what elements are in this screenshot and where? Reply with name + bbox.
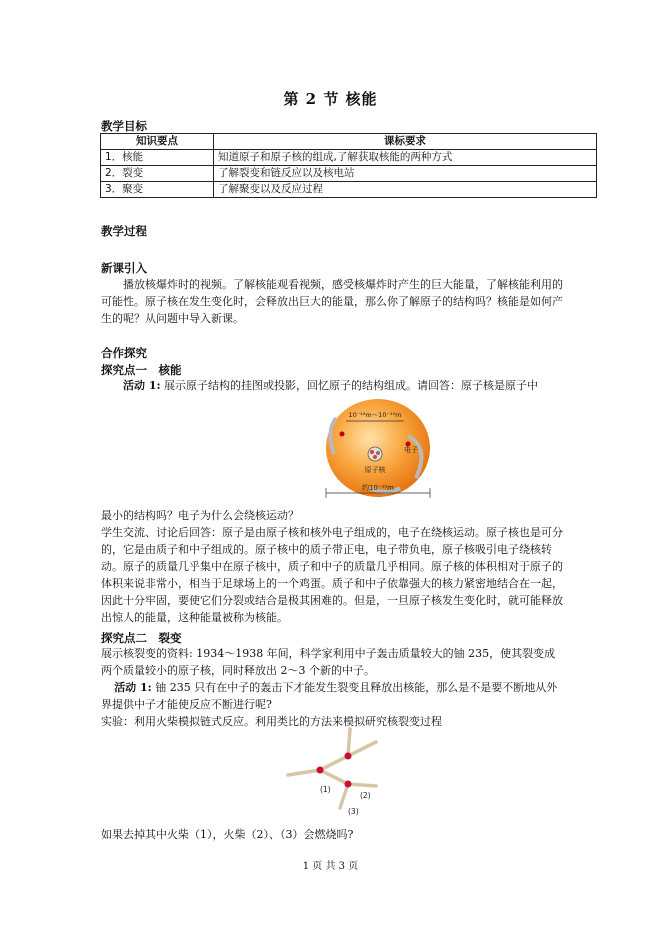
electron-dot [340,432,345,437]
match-question: 如果去掉其中火柴（1），火柴（2）、（3）会燃烧吗? [101,828,354,841]
point1-heading: 探究点一 核能 [101,363,182,377]
column-header: 知识要点 [101,134,214,150]
process-heading: 教学过程 [101,224,147,238]
match-stick [320,770,348,784]
table-cell: 1．核能 [101,150,214,166]
goals-table [100,133,597,198]
match-head [345,753,352,760]
question-continued: 最小的结构吗？电子为什么会绕核运动？ [101,509,299,522]
activity-label: 活动 1: [123,379,161,392]
explore-heading: 合作探究 [101,346,147,360]
match-chain-figure [282,718,392,822]
table-cell: 了解裂变和链反应以及核电站 [214,166,597,182]
match-label-3: (3) [348,807,359,816]
table-header-row [101,134,597,150]
activity-text: 铀 235 只有在中子的轰击下才能发生裂变且释放出核能，那么是不是要不断地从外界提供中子才能使反应不断进行呢? [101,681,558,711]
match-label-1: (1) [320,785,331,794]
table-row [101,166,597,182]
proton-dot [373,455,377,459]
table-cell: 知道原子和原子核的组成,了解获取核能的两种方式 [214,150,597,166]
intro-text: 播放核爆炸时的视频。了解核能观看视频，感受核爆炸时产生的巨大能量，了解核能利用的可能性。原子核在发生变化时，会释放出巨大的能量，那么你了解原子的结构吗？核能是如何产生的呢？从问题中导入新课。 [101,278,563,325]
nucleus-size-label: 10⁻¹⁴m～10⁻¹⁵m [348,411,402,419]
goals-heading: 教学目标 [101,119,147,133]
match-stick [288,770,320,775]
column-header: 课标要求 [214,134,597,150]
fission-material: 展示核裂变的资料: 1934～1938 年间，科学家利用中子轰击质量较大的铀 235，使其裂变成两个质量较小的原子核，同时释放出 2～3 个新的中子。 [101,647,556,677]
match-stick [348,784,376,786]
table-cell: 3．聚变 [101,182,214,198]
electron-label: 电子 [404,446,418,454]
match-stick [348,729,350,756]
match-label-2: (2) [360,791,371,800]
match-stick [340,784,348,808]
match-stick [320,756,348,770]
table-row [101,182,597,198]
nucleus-label: 原子核 [364,466,386,474]
table-cell: 了解聚变以及反应过程 [214,182,597,198]
table-row [101,150,597,166]
point2-heading: 探究点二 裂变 [101,631,182,645]
experiment-text: 实验：利用火柴模拟链式反应。利用类比的方法来模拟研究核裂变过程 [101,715,442,728]
activity2-paragraph [101,679,563,713]
intro-heading: 新课引入 [101,261,147,275]
page-footer: 1 页 共 3 页 [302,861,359,872]
discussion-text: 学生交流、讨论后回答：原子是由原子核和核外电子组成的，电子在绕核运动。原子核也是可分的，它是由质子和中子组成的。原子核中的质子带正电，电子带负电，原子核吸引电子绕核转动。原子的质量几乎集中在原子核中，质子和中子的质量几乎相同。原子核的体积相对于原子的体积来说非常小，相当于足球场上的一个鸡蛋。质子和中子依靠强大的核力紧密地结合在一起，因此十分牢固，要使它们分裂或结合是极其困难的。但是，一旦原子核发生变化时，就可能释放出惊人的能量，这种能量被称为核能。 [101,526,563,624]
activity-text: 展示原子结构的挂图或投影，回忆原子的结构组成。请回答：原子核是原子中 [164,379,539,392]
atom-structure-figure [308,392,448,510]
neutron-dot [376,451,380,455]
match-head [345,781,352,788]
match-stick [348,742,376,756]
page-title: 第 2 节 核能 [283,90,378,108]
atom-size-label: 约10⁻¹⁰m [361,484,395,492]
table-cell: 2．裂变 [101,166,214,182]
activity-label: 活动 1: [114,681,152,694]
proton-dot [370,450,374,454]
match-head [317,767,324,774]
